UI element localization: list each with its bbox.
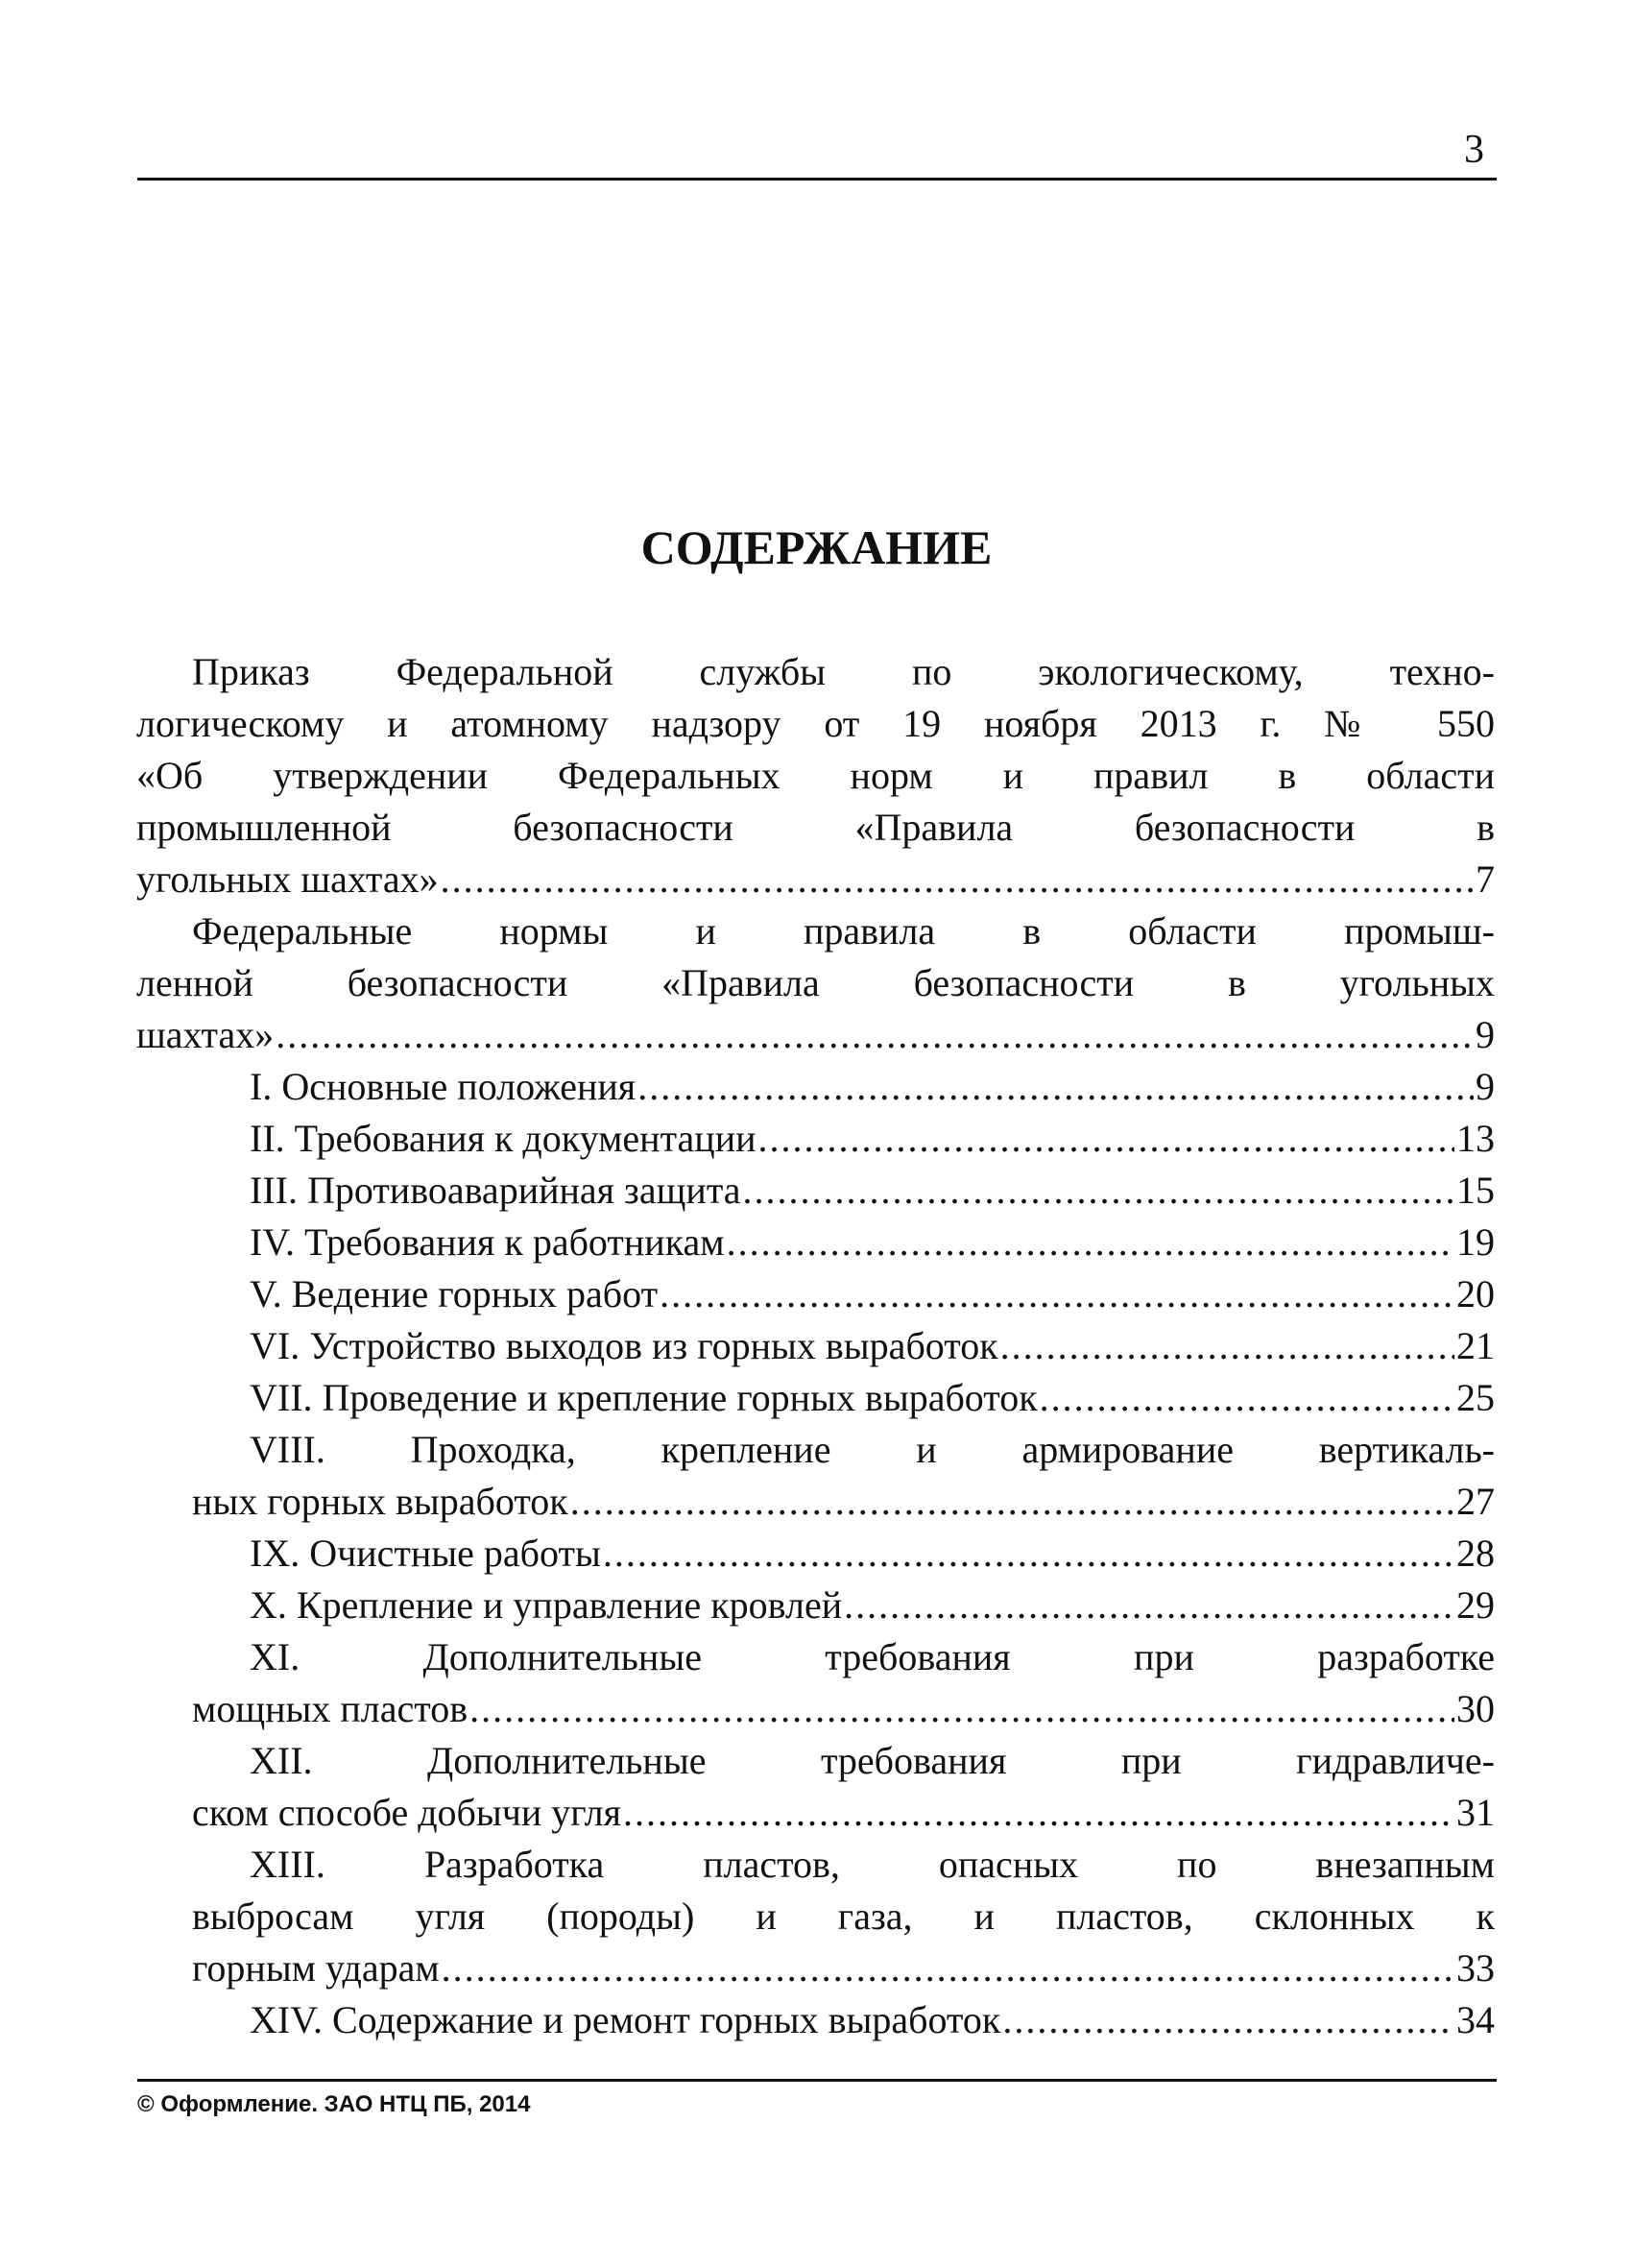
toc-page-number: 33 — [1456, 1946, 1495, 1990]
toc-leader-dots — [743, 1165, 1454, 1217]
toc-leader-dots — [623, 1787, 1454, 1839]
toc-page-number: 9 — [1476, 1065, 1495, 1108]
toc-leader-dots — [603, 1528, 1454, 1580]
toc-section-line: XI. Дополнительные требования при разработке — [250, 1635, 1495, 1678]
toc-leader-dots — [469, 1683, 1454, 1735]
toc-leader-dots — [441, 854, 1474, 905]
toc-page-number: 30 — [1456, 1687, 1495, 1730]
toc-page-number: 25 — [1456, 1376, 1495, 1419]
toc-section-title: мощных пластов — [192, 1687, 468, 1730]
toc-section-line: VIII. Проходка, крепление и армирование вертикаль- — [250, 1428, 1495, 1471]
toc-section-title: III. Противоаварийная защита — [250, 1169, 741, 1212]
toc-page-number: 15 — [1456, 1169, 1495, 1212]
toc-section-title: IX. Очистные работы — [250, 1532, 601, 1575]
table-of-contents — [136, 646, 1495, 2046]
toc-entry-line: Приказ Федеральной службы по экологическому, техно- — [192, 650, 1495, 693]
toc-section-title: горным ударам — [192, 1946, 440, 1990]
toc-entry-rules[interactable] — [136, 905, 1495, 1061]
toc-page-number: 20 — [1456, 1272, 1495, 1315]
toc-section-title: V. Ведение горных работ — [250, 1272, 659, 1315]
toc-section-title: IV. Требования к работникам — [250, 1220, 725, 1264]
toc-entry-line: Федеральные нормы и правила в области промыш- — [192, 909, 1495, 953]
toc-section-10[interactable] — [192, 1580, 1495, 1631]
toc-leader-dots — [1002, 1994, 1454, 2046]
toc-entry-order[interactable] — [136, 646, 1495, 905]
toc-page-number: 21 — [1456, 1324, 1495, 1367]
toc-section-title: XIV. Содержание и ремонт горных выработок — [250, 1998, 1001, 2041]
toc-page-number: 19 — [1456, 1220, 1495, 1264]
toc-leader-dots — [660, 1268, 1454, 1320]
toc-section-8[interactable] — [192, 1424, 1495, 1528]
header-rule — [137, 178, 1497, 181]
toc-page-number: 27 — [1456, 1480, 1495, 1523]
toc-entry-line: ленной безопасности «Правила безопасности в угольных — [136, 961, 1495, 1004]
toc-page-number: 7 — [1476, 857, 1495, 901]
toc-page-number: 34 — [1456, 1998, 1495, 2041]
toc-section-title: II. Требования к документации — [250, 1117, 756, 1160]
toc-section-11[interactable] — [192, 1631, 1495, 1735]
toc-page-number: 9 — [1476, 1013, 1495, 1056]
toc-leader-dots — [844, 1580, 1454, 1631]
toc-entry-line: «Об утверждении Федеральных норм и правил в области — [136, 754, 1495, 797]
toc-entry-line: промышленной безопасности «Правила безопасности в — [136, 806, 1495, 849]
toc-entry-line: логическому и атомному надзору от 19 ноября 2013 г. № 550 — [136, 702, 1495, 745]
toc-entry-text: шахтах» — [136, 1013, 275, 1056]
toc-section-6[interactable] — [192, 1320, 1495, 1372]
toc-leader-dots — [727, 1217, 1454, 1268]
page-number: 3 — [1464, 128, 1484, 172]
toc-section-title: VII. Проведение и крепление горных выработок — [250, 1376, 1038, 1419]
toc-section-7[interactable] — [192, 1372, 1495, 1424]
page-title: СОДЕРЖАНИЕ — [640, 520, 993, 574]
toc-section-title: ных горных выработок — [192, 1480, 568, 1523]
toc-entry-text: угольных шахтах» — [136, 857, 439, 901]
toc-leader-dots — [637, 1061, 1474, 1113]
toc-section-2[interactable] — [192, 1113, 1495, 1165]
toc-section-9[interactable] — [192, 1528, 1495, 1580]
toc-section-title: X. Крепление и управление кровлей — [250, 1583, 843, 1627]
toc-section-title: I. Основные положения — [250, 1065, 636, 1108]
toc-page-number: 13 — [1456, 1117, 1495, 1160]
toc-page-number: 28 — [1456, 1532, 1495, 1575]
toc-section-13[interactable] — [192, 1839, 1495, 1994]
toc-leader-dots — [276, 1009, 1474, 1061]
toc-leader-dots — [758, 1113, 1454, 1165]
toc-section-3[interactable] — [192, 1165, 1495, 1217]
toc-section-line: выбросам угля (породы) и газа, и пластов, склонных к — [192, 1894, 1495, 1938]
toc-page-number: 31 — [1456, 1791, 1495, 1834]
copyright-footer: © Оформление. ЗАО НТЦ ПБ, 2014 — [137, 2091, 531, 2117]
toc-leader-dots — [442, 1942, 1454, 1994]
toc-section-5[interactable] — [192, 1268, 1495, 1320]
toc-leader-dots — [570, 1476, 1454, 1528]
toc-section-title: ском способе добычи угля — [192, 1791, 622, 1834]
toc-section-12[interactable] — [192, 1735, 1495, 1839]
toc-section-14[interactable] — [192, 1994, 1495, 2046]
toc-leader-dots — [1040, 1372, 1454, 1424]
toc-section-line: XII. Дополнительные требования при гидравличе- — [250, 1739, 1495, 1782]
toc-leader-dots — [1000, 1320, 1454, 1372]
toc-section-1[interactable] — [192, 1061, 1495, 1113]
toc-section-title: VI. Устройство выходов из горных выработок — [250, 1324, 998, 1367]
toc-page-number: 29 — [1456, 1583, 1495, 1627]
footer-rule — [137, 2079, 1497, 2082]
toc-section-4[interactable] — [192, 1217, 1495, 1268]
toc-section-line: XIII. Разработка пластов, опасных по внезапным — [250, 1843, 1495, 1886]
